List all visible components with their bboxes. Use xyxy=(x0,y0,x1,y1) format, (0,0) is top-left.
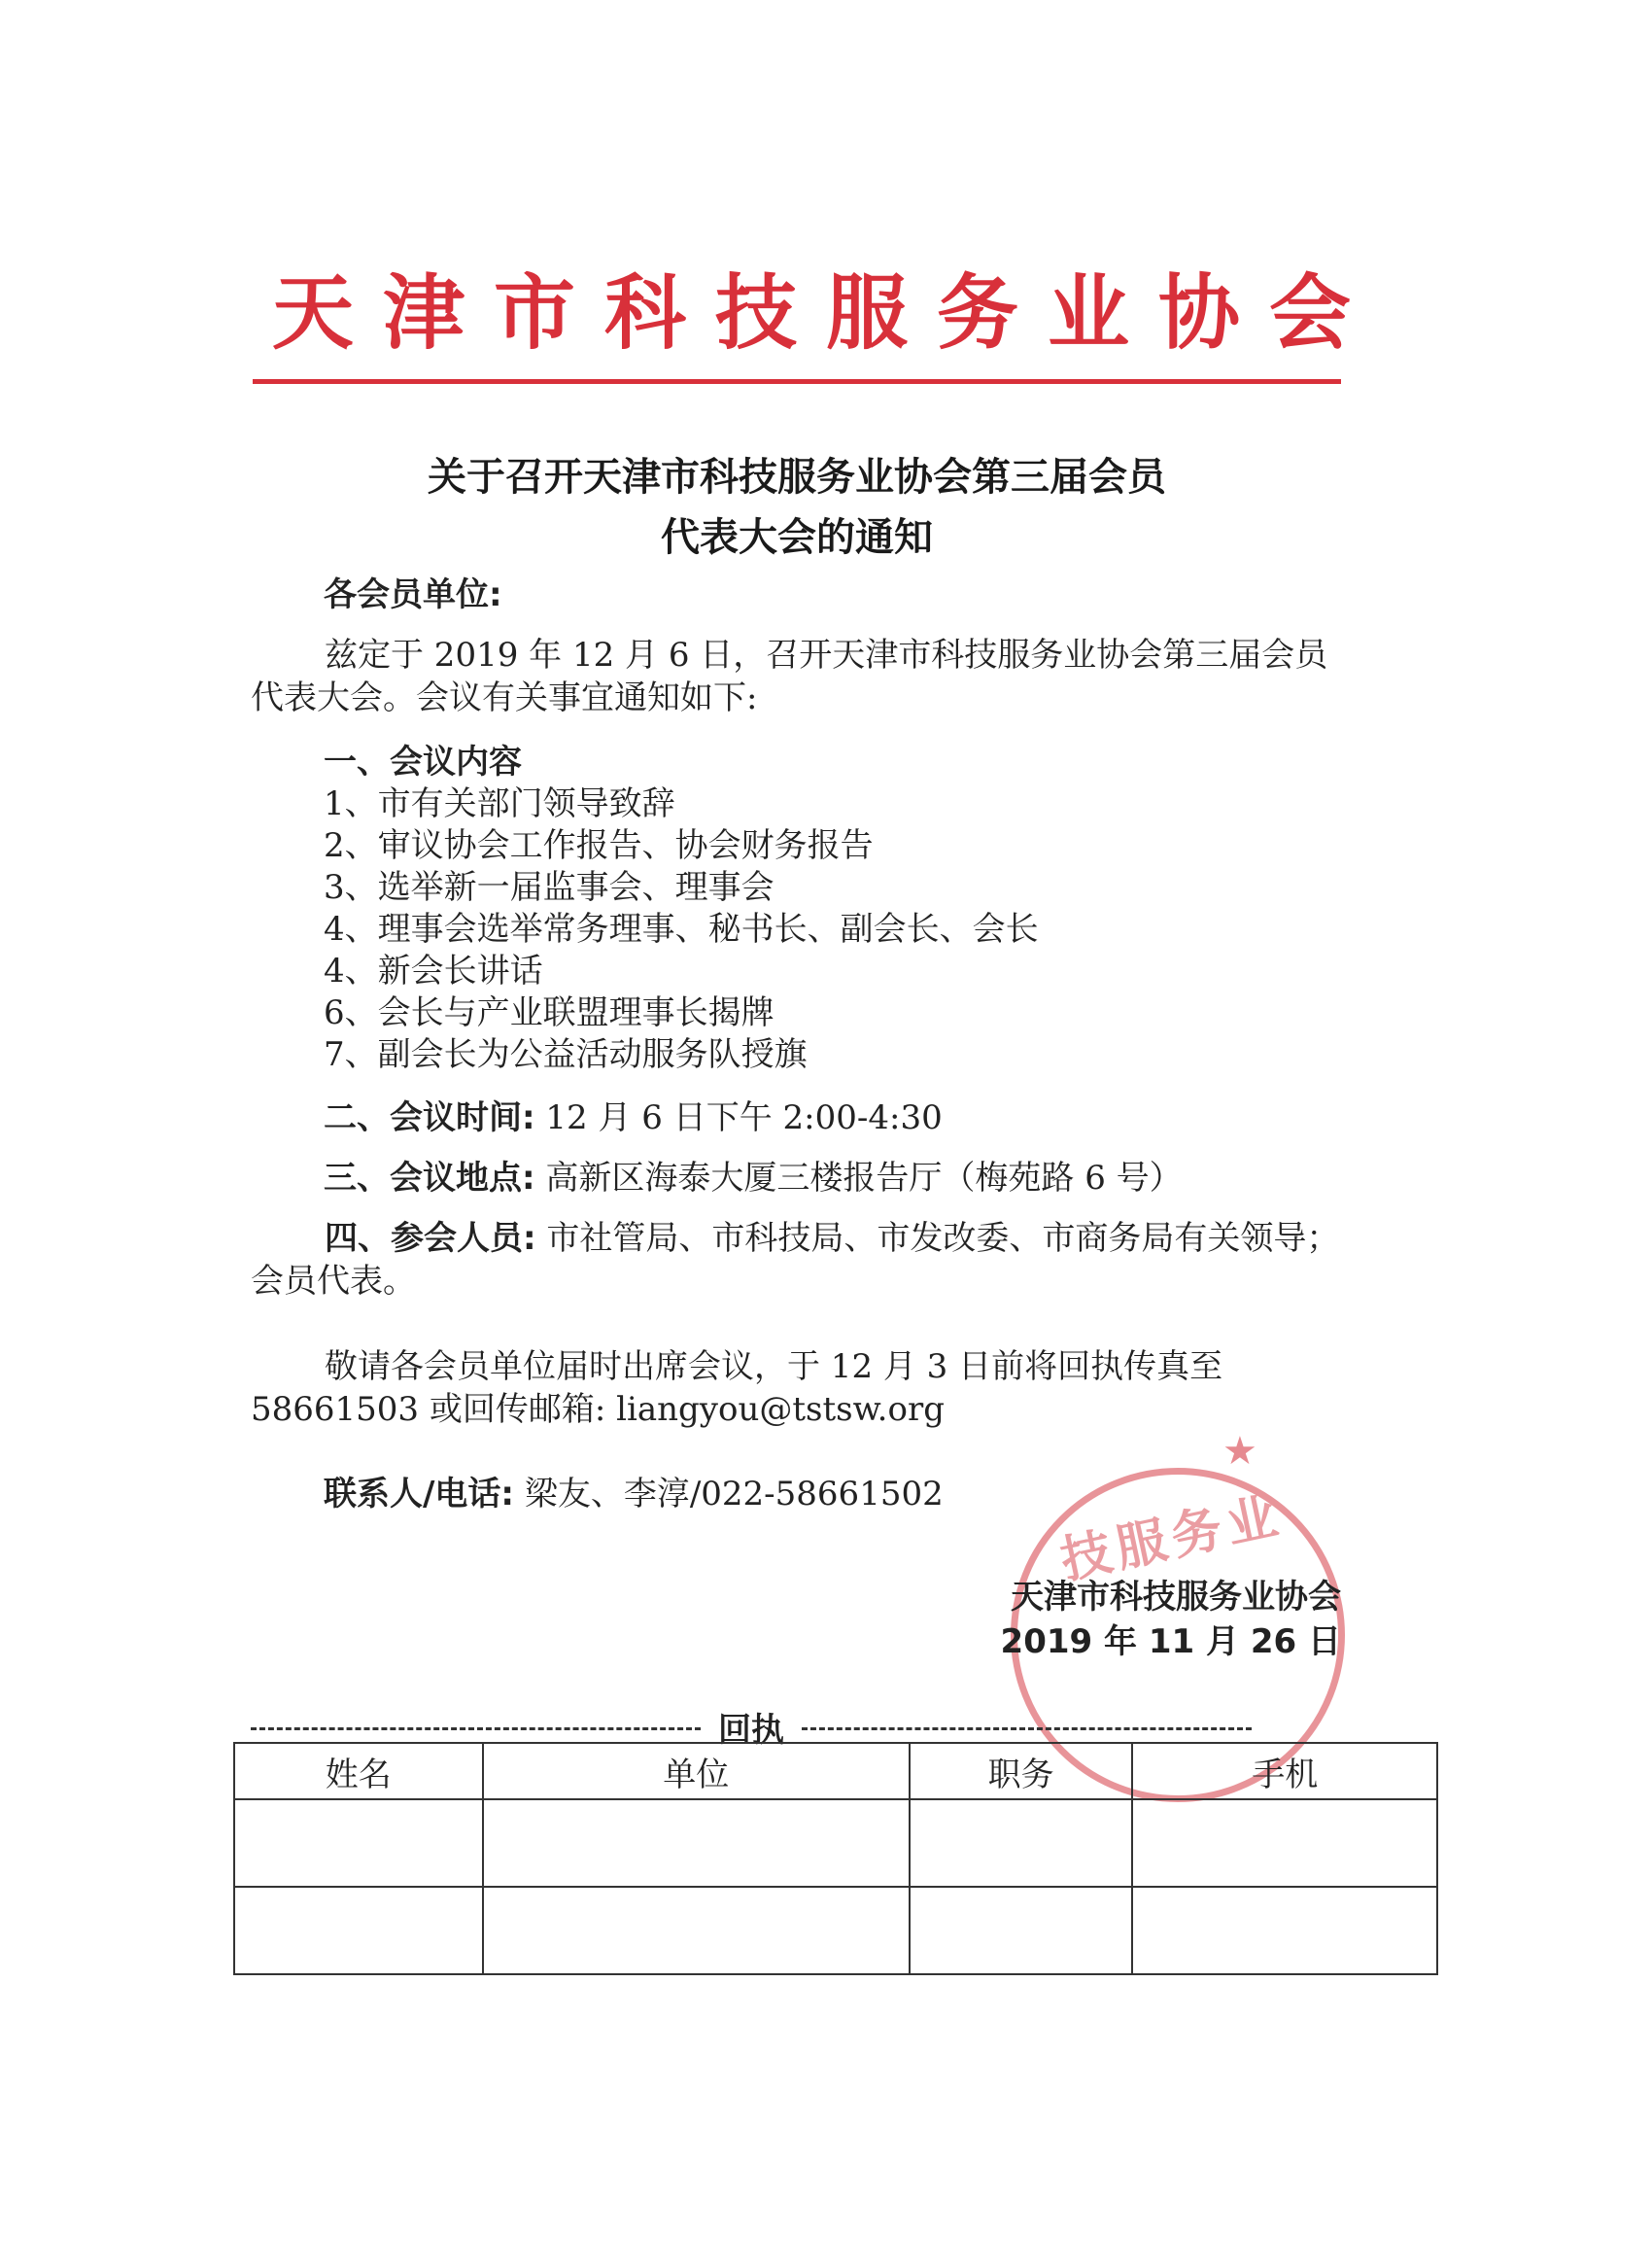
letterhead-org-name: 天津市科技服务业协会 xyxy=(271,264,1380,361)
meeting-time-value: 12 月 6 日下午 2:00-4:30 xyxy=(545,1098,943,1137)
meeting-time-heading: 二、会议时间: xyxy=(324,1098,535,1137)
reply-request-paragraph: 敬请各会员单位届时出席会议，于 12 月 3 日前将回执传真至 58661503 或回传邮箱: liangyou@tstsw.org xyxy=(251,1347,1223,1429)
column-header-name: 姓名 xyxy=(234,1743,483,1799)
signature-date: 2019 年 11 月 26 日 xyxy=(1000,1622,1341,1661)
title-line-1: 关于召开天津市科技服务业协会第三届会员 xyxy=(428,455,1166,500)
agenda-item: 6、会长与产业联盟理事长揭牌 xyxy=(324,993,774,1032)
table-cell[interactable] xyxy=(483,1799,910,1887)
dashed-line-right xyxy=(802,1727,1252,1730)
table-cell[interactable] xyxy=(910,1799,1133,1887)
signature-block xyxy=(933,1575,1341,1664)
section1-heading: 一、会议内容 xyxy=(324,743,522,782)
seal-text: 技服务业 xyxy=(1055,1485,1289,1591)
title-line-2: 代表大会的通知 xyxy=(661,515,933,560)
agenda-item: 3、选举新一届监事会、理事会 xyxy=(324,868,774,907)
document-title xyxy=(253,447,1341,568)
table-cell[interactable] xyxy=(1132,1799,1437,1887)
column-header-mobile: 手机 xyxy=(1132,1743,1437,1799)
contact-value: 梁友、李淳/022-58661502 xyxy=(524,1475,944,1513)
agenda-item: 4、理事会选举常务理事、秘书长、副会长、会长 xyxy=(324,910,1039,949)
table-cell[interactable] xyxy=(234,1799,483,1887)
meeting-attendees xyxy=(251,1217,1341,1303)
agenda-item: 4、新会长讲话 xyxy=(324,952,543,991)
intro-paragraph: 兹定于 2019 年 12 月 6 日，召开天津市科技服务业协会第三届会员代表大会。会议有关事宜通知如下: xyxy=(251,636,1328,717)
contact-label: 联系人/电话: xyxy=(324,1475,515,1513)
receipt-label: 回执 xyxy=(718,1711,784,1750)
letterhead-rule xyxy=(253,379,1341,384)
column-header-position: 职务 xyxy=(910,1743,1133,1799)
column-header-unit: 单位 xyxy=(483,1743,910,1799)
meeting-attendees-value: 市社管局、市科技局、市发改委、市商务局有关领导；会员代表。 xyxy=(251,1219,1340,1301)
table-row xyxy=(234,1799,1437,1887)
meeting-location-heading: 三、会议地点: xyxy=(324,1159,535,1198)
agenda-item: 7、副会长为公益活动服务队授旗 xyxy=(324,1035,808,1074)
seal-star-icon: ★ xyxy=(1222,1429,1257,1474)
salutation: 各会员单位: xyxy=(324,575,502,614)
receipt-header-row xyxy=(234,1743,1437,1799)
agenda-item: 2、审议协会工作报告、协会财务报告 xyxy=(324,826,874,865)
table-row xyxy=(234,1887,1437,1974)
signature-org: 天津市科技服务业协会 xyxy=(1011,1578,1341,1617)
dashed-line-left xyxy=(251,1727,701,1730)
table-cell[interactable] xyxy=(234,1887,483,1974)
table-cell[interactable] xyxy=(483,1887,910,1974)
meeting-location-value: 高新区海泰大厦三楼报告厅（梅苑路 6 号） xyxy=(545,1159,1183,1198)
table-cell[interactable] xyxy=(1132,1887,1437,1974)
meeting-location xyxy=(324,1157,1344,1200)
meeting-agenda-list xyxy=(324,783,1295,1076)
meeting-attendees-heading: 四、参会人员: xyxy=(325,1219,536,1258)
receipt-table xyxy=(233,1742,1438,1975)
agenda-item: 1、市有关部门领导致辞 xyxy=(324,784,675,823)
table-cell[interactable] xyxy=(910,1887,1133,1974)
meeting-time xyxy=(324,1096,1344,1139)
